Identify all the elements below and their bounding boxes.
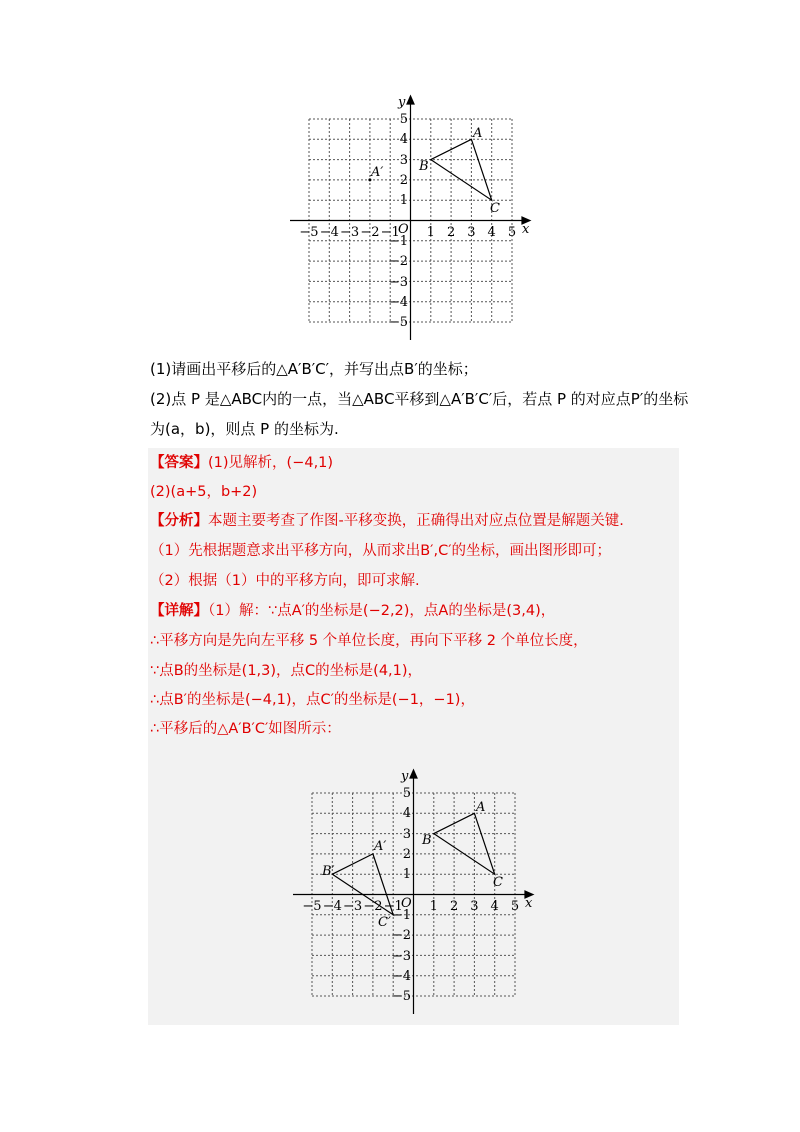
triangle-abc bbox=[434, 813, 495, 874]
x-tick: 2 bbox=[446, 225, 456, 240]
x-tick: −3 bbox=[343, 899, 363, 914]
label-b-prime: B′ bbox=[322, 864, 335, 879]
origin-label: O bbox=[398, 222, 409, 237]
x-tick: −5 bbox=[299, 225, 319, 240]
x-tick: 1 bbox=[429, 899, 438, 914]
x-axis-label: x bbox=[525, 896, 533, 911]
y-tick: 1 bbox=[399, 193, 408, 208]
y-tick: 1 bbox=[402, 867, 411, 882]
coordinate-figure-1 bbox=[282, 92, 542, 342]
axes bbox=[293, 770, 533, 1014]
analysis-step-1: （1）先根据题意求出平移方向，从而求出B′,C′的坐标，画出图形即可； bbox=[150, 543, 611, 559]
answer-line-1 bbox=[150, 452, 333, 474]
y-tick: −4 bbox=[388, 295, 408, 310]
y-tick: −1 bbox=[388, 234, 408, 249]
label-c-prime: C′ bbox=[378, 915, 391, 930]
x-tick: −1 bbox=[383, 899, 403, 914]
x-tick: 3 bbox=[467, 225, 476, 240]
x-tick: 2 bbox=[449, 899, 459, 914]
detail-3: ∵点B的坐标是(1,3)，点C的坐标是(4,1)， bbox=[150, 663, 423, 679]
y-axis-label: y bbox=[401, 769, 409, 784]
analysis-step-2: （2）根据（1）中的平移方向，即可求解. bbox=[150, 573, 420, 589]
y-tick: 3 bbox=[402, 827, 411, 842]
x-tick: 3 bbox=[470, 899, 479, 914]
coordinate-figure-2 bbox=[285, 766, 545, 1016]
label-a: A bbox=[473, 126, 483, 141]
label-a: A bbox=[476, 800, 486, 815]
question-2a: (2)点 P 是△ABC内的一点，当△ABC平移到△A′B′C′后，若点 P 的对应点P′的坐标 bbox=[150, 390, 689, 408]
x-tick: 4 bbox=[490, 899, 499, 914]
detail-2: ∴平移方向是先向左平移 5 个单位长度，再向下平移 2 个单位长度， bbox=[150, 633, 588, 649]
y-tick: 5 bbox=[402, 786, 411, 801]
detail-line-1 bbox=[150, 600, 555, 622]
label-c: C bbox=[490, 201, 500, 216]
detail-4: ∴点B′的坐标是(−4,1)，点C′的坐标是(−1，−1)， bbox=[150, 692, 475, 708]
axes bbox=[290, 96, 530, 340]
y-tick: 2 bbox=[399, 173, 408, 188]
label-c: C bbox=[493, 875, 503, 890]
y-tick: −2 bbox=[388, 254, 408, 269]
x-axis-label: x bbox=[522, 222, 530, 237]
analysis-text: 本题主要考查了作图-平移变换，正确得出对应点位置是解题关键. bbox=[208, 513, 624, 529]
detail-1: （1）解：∵点A′的坐标是(−2,2)，点A的坐标是(3,4)， bbox=[208, 603, 556, 619]
analysis-line bbox=[150, 510, 624, 532]
y-tick: −5 bbox=[388, 315, 408, 330]
x-tick: −2 bbox=[363, 899, 383, 914]
label-b: B bbox=[422, 833, 432, 848]
detail-tag: 【详解】 bbox=[150, 603, 208, 619]
x-tick: −5 bbox=[302, 899, 322, 914]
x-tick: 1 bbox=[426, 225, 435, 240]
x-tick: 5 bbox=[507, 225, 517, 240]
y-tick: 5 bbox=[399, 112, 408, 127]
detail-5: ∴平移后的△A′B′C′如图所示： bbox=[150, 721, 341, 737]
y-axis-label: y bbox=[398, 95, 406, 110]
answer-tag: 【答案】 bbox=[150, 455, 208, 471]
x-tick: −2 bbox=[360, 225, 380, 240]
x-tick: 4 bbox=[487, 225, 496, 240]
question-2b: 为(a，b)，则点 P 的坐标为. bbox=[150, 420, 339, 438]
y-tick: −4 bbox=[391, 969, 411, 984]
y-tick: 4 bbox=[399, 132, 408, 147]
question-1: (1)请画出平移后的△A′B′C′，并写出点B′的坐标； bbox=[150, 360, 478, 378]
label-b: B bbox=[419, 159, 429, 174]
y-tick: −1 bbox=[391, 908, 411, 923]
y-tick: −3 bbox=[388, 275, 408, 290]
label-a-prime: A′ bbox=[371, 165, 384, 180]
x-tick: −4 bbox=[319, 225, 339, 240]
triangle-abc bbox=[431, 139, 492, 200]
y-tick: 2 bbox=[402, 847, 411, 862]
label-a-prime: A′ bbox=[374, 839, 387, 854]
x-tick: −1 bbox=[380, 225, 400, 240]
y-tick: 3 bbox=[399, 153, 408, 168]
answer-2: (2)(a+5，b+2) bbox=[150, 484, 258, 500]
x-tick: −4 bbox=[322, 899, 342, 914]
analysis-tag: 【分析】 bbox=[150, 513, 208, 529]
answer-1: (1)见解析，(−4,1) bbox=[208, 455, 334, 471]
y-tick: 4 bbox=[402, 806, 411, 821]
x-tick: 5 bbox=[510, 899, 520, 914]
origin-label: O bbox=[401, 896, 412, 911]
y-tick: −3 bbox=[391, 949, 411, 964]
y-tick: −2 bbox=[391, 928, 411, 943]
x-tick: −3 bbox=[340, 225, 360, 240]
y-tick: −5 bbox=[391, 989, 411, 1004]
